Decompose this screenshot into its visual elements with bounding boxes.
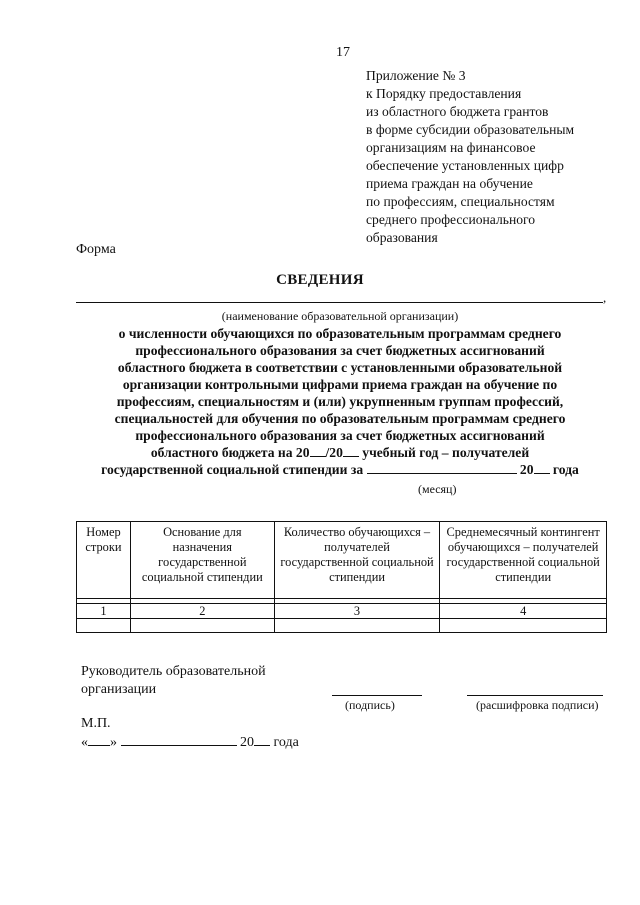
description-line: профессиям, специальностям и (или) укрупненным группам профессий, [116, 394, 564, 409]
column-number: 3 [274, 604, 440, 619]
date-year-prefix: 20 [236, 735, 254, 750]
table-cell[interactable] [130, 619, 274, 633]
stipend-table [76, 521, 607, 633]
organization-name-caption: (наименование образовательной организации) [221, 309, 459, 323]
form-label: Форма [76, 242, 116, 257]
table-cell[interactable] [77, 619, 131, 633]
period-prefix: государственной социальной стипендии за [101, 462, 367, 477]
date-month-blank[interactable] [121, 734, 237, 746]
period-year-prefix: 20 [516, 462, 534, 477]
page-number: 17 [336, 45, 350, 60]
date-line [81, 734, 299, 751]
report-description [70, 325, 610, 478]
period-line [70, 461, 610, 478]
description-line: областного бюджета в соответствии с установленными образовательной [117, 360, 563, 375]
period-year-blank[interactable] [534, 462, 550, 474]
date-open-quote: « [81, 735, 88, 750]
column-header-basis: Основание для назначения государственной социальной стипендии [130, 522, 274, 599]
date-close-quote: » [110, 735, 117, 750]
head-label-line: Руководитель образовательной [81, 664, 266, 679]
appendix-line: к Порядку предоставления [366, 86, 522, 101]
date-suffix: года [270, 735, 299, 750]
description-line: профессионального образования за счет бюджетных ассигнований [135, 343, 545, 358]
table-cell[interactable] [440, 619, 607, 633]
appendix-line: образования [366, 230, 438, 245]
period-suffix: года [549, 462, 579, 477]
appendix-line: среднего профессионального [366, 212, 536, 227]
organization-line-comma: , [603, 290, 607, 305]
column-number: 2 [130, 604, 274, 619]
table-header-row [77, 522, 607, 599]
date-year-blank[interactable] [254, 734, 270, 746]
day-blank[interactable] [88, 734, 110, 746]
appendix-header [366, 67, 628, 247]
appendix-line: организациям на финансовое [366, 140, 536, 155]
appendix-line: приема граждан на обучение [366, 176, 533, 191]
year-end-blank[interactable] [343, 445, 359, 457]
column-number: 1 [77, 604, 131, 619]
signature-caption: (подпись) [345, 698, 395, 712]
appendix-line: обеспечение установленных цифр [366, 158, 564, 173]
table-row [77, 619, 607, 633]
head-of-organization-label [81, 663, 266, 699]
appendix-line: Приложение № 3 [366, 68, 466, 83]
table-number-row [77, 604, 607, 619]
appendix-line: из областного бюджета грантов [366, 104, 549, 119]
description-line: о численности обучающихся по образовательным программам среднего [118, 326, 562, 341]
year-start-blank[interactable] [310, 445, 326, 457]
academic-year-suffix: учебный год – получателей [358, 445, 530, 460]
head-label-line: организации [81, 682, 157, 697]
description-line: профессионального образования за счет бюджетных ассигнований [135, 428, 545, 443]
academic-year-line [70, 444, 610, 461]
appendix-line: в форме субсидии образовательным [366, 122, 575, 137]
table-cell[interactable] [274, 619, 440, 633]
month-blank[interactable] [367, 462, 517, 474]
column-number: 4 [440, 604, 607, 619]
column-header-row-number: Номер строки [77, 522, 131, 599]
description-line: специальностей для обучения по образовательным программам среднего [114, 411, 566, 426]
document-title: СВЕДЕНИЯ [276, 272, 364, 288]
signature-decode-caption: (расшифровка подписи) [476, 698, 599, 712]
organization-name-field[interactable] [76, 301, 603, 303]
stamp-place-label: М.П. [81, 716, 111, 731]
signature-field[interactable] [332, 694, 422, 696]
appendix-line: по профессиям, специальностям [366, 194, 555, 209]
column-header-recipient-count: Количество обучающихся – получателей государственной социальной стипендии [274, 522, 440, 599]
month-caption: (месяц) [418, 482, 457, 496]
academic-year-slash: /20 [325, 445, 343, 460]
academic-year-prefix: областного бюджета на 20 [150, 445, 310, 460]
column-header-average-contingent: Среднемесячный контингент обучающихся – получателей государственной социальной стипендии [440, 522, 607, 599]
description-line: организации контрольными цифрами приема граждан на обучение по [122, 377, 558, 392]
signature-decode-field[interactable] [467, 694, 603, 696]
